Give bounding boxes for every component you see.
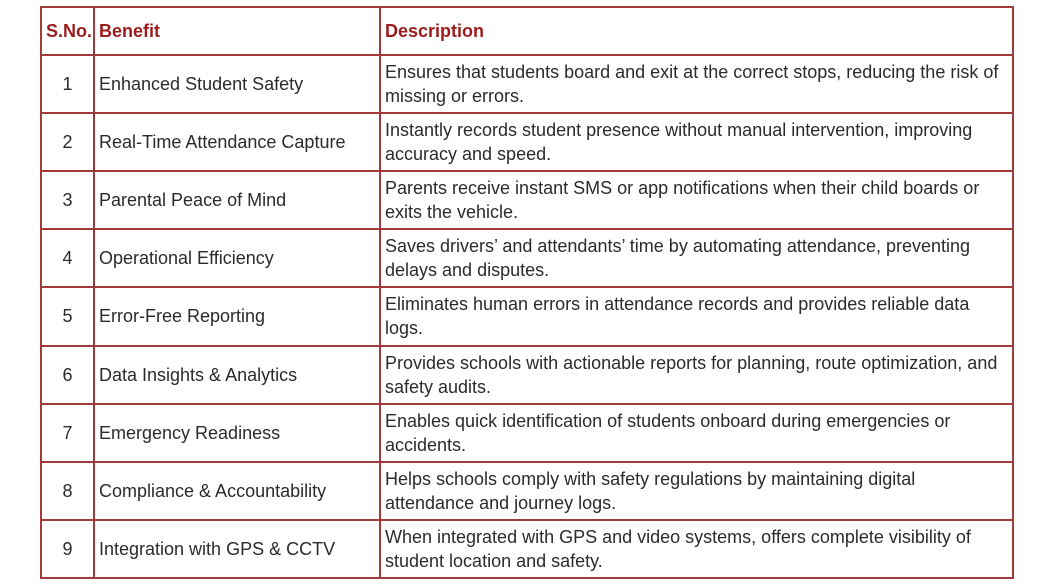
row-sno: 4 [41, 229, 94, 287]
benefits-table-container [40, 6, 1012, 579]
row-sno: 9 [41, 520, 94, 578]
row-benefit: Real-Time Attendance Capture [94, 113, 380, 171]
table-row [41, 229, 1013, 287]
header-sno: S.No. [41, 7, 94, 55]
row-description: When integrated with GPS and video systems, offers complete visibility of student location and safety. [380, 520, 1013, 578]
row-description: Provides schools with actionable reports for planning, route optimization, and safety audits. [380, 346, 1013, 404]
table-row [41, 113, 1013, 171]
row-benefit: Data Insights & Analytics [94, 346, 380, 404]
row-sno: 6 [41, 346, 94, 404]
table-row [41, 520, 1013, 578]
row-benefit: Compliance & Accountability [94, 462, 380, 520]
row-description: Saves drivers’ and attendants’ time by automating attendance, preventing delays and disputes. [380, 229, 1013, 287]
table-row [41, 287, 1013, 345]
row-sno: 5 [41, 287, 94, 345]
row-sno: 3 [41, 171, 94, 229]
benefits-table [40, 6, 1014, 579]
header-description: Description [380, 7, 1013, 55]
row-sno: 7 [41, 404, 94, 462]
table-row [41, 346, 1013, 404]
row-description: Helps schools comply with safety regulations by maintaining digital attendance and journey logs. [380, 462, 1013, 520]
row-description: Eliminates human errors in attendance records and provides reliable data logs. [380, 287, 1013, 345]
header-benefit: Benefit [94, 7, 380, 55]
row-benefit: Error-Free Reporting [94, 287, 380, 345]
row-benefit: Parental Peace of Mind [94, 171, 380, 229]
table-row [41, 462, 1013, 520]
table-row [41, 55, 1013, 113]
table-row [41, 171, 1013, 229]
row-sno: 8 [41, 462, 94, 520]
row-benefit: Emergency Readiness [94, 404, 380, 462]
table-row [41, 404, 1013, 462]
row-description: Instantly records student presence without manual intervention, improving accuracy and speed. [380, 113, 1013, 171]
row-sno: 2 [41, 113, 94, 171]
row-benefit: Enhanced Student Safety [94, 55, 380, 113]
row-description: Ensures that students board and exit at the correct stops, reducing the risk of missing or errors. [380, 55, 1013, 113]
row-description: Parents receive instant SMS or app notifications when their child boards or exits the vehicle. [380, 171, 1013, 229]
row-sno: 1 [41, 55, 94, 113]
header-row [41, 7, 1013, 55]
row-benefit: Operational Efficiency [94, 229, 380, 287]
row-description: Enables quick identification of students onboard during emergencies or accidents. [380, 404, 1013, 462]
row-benefit: Integration with GPS & CCTV [94, 520, 380, 578]
